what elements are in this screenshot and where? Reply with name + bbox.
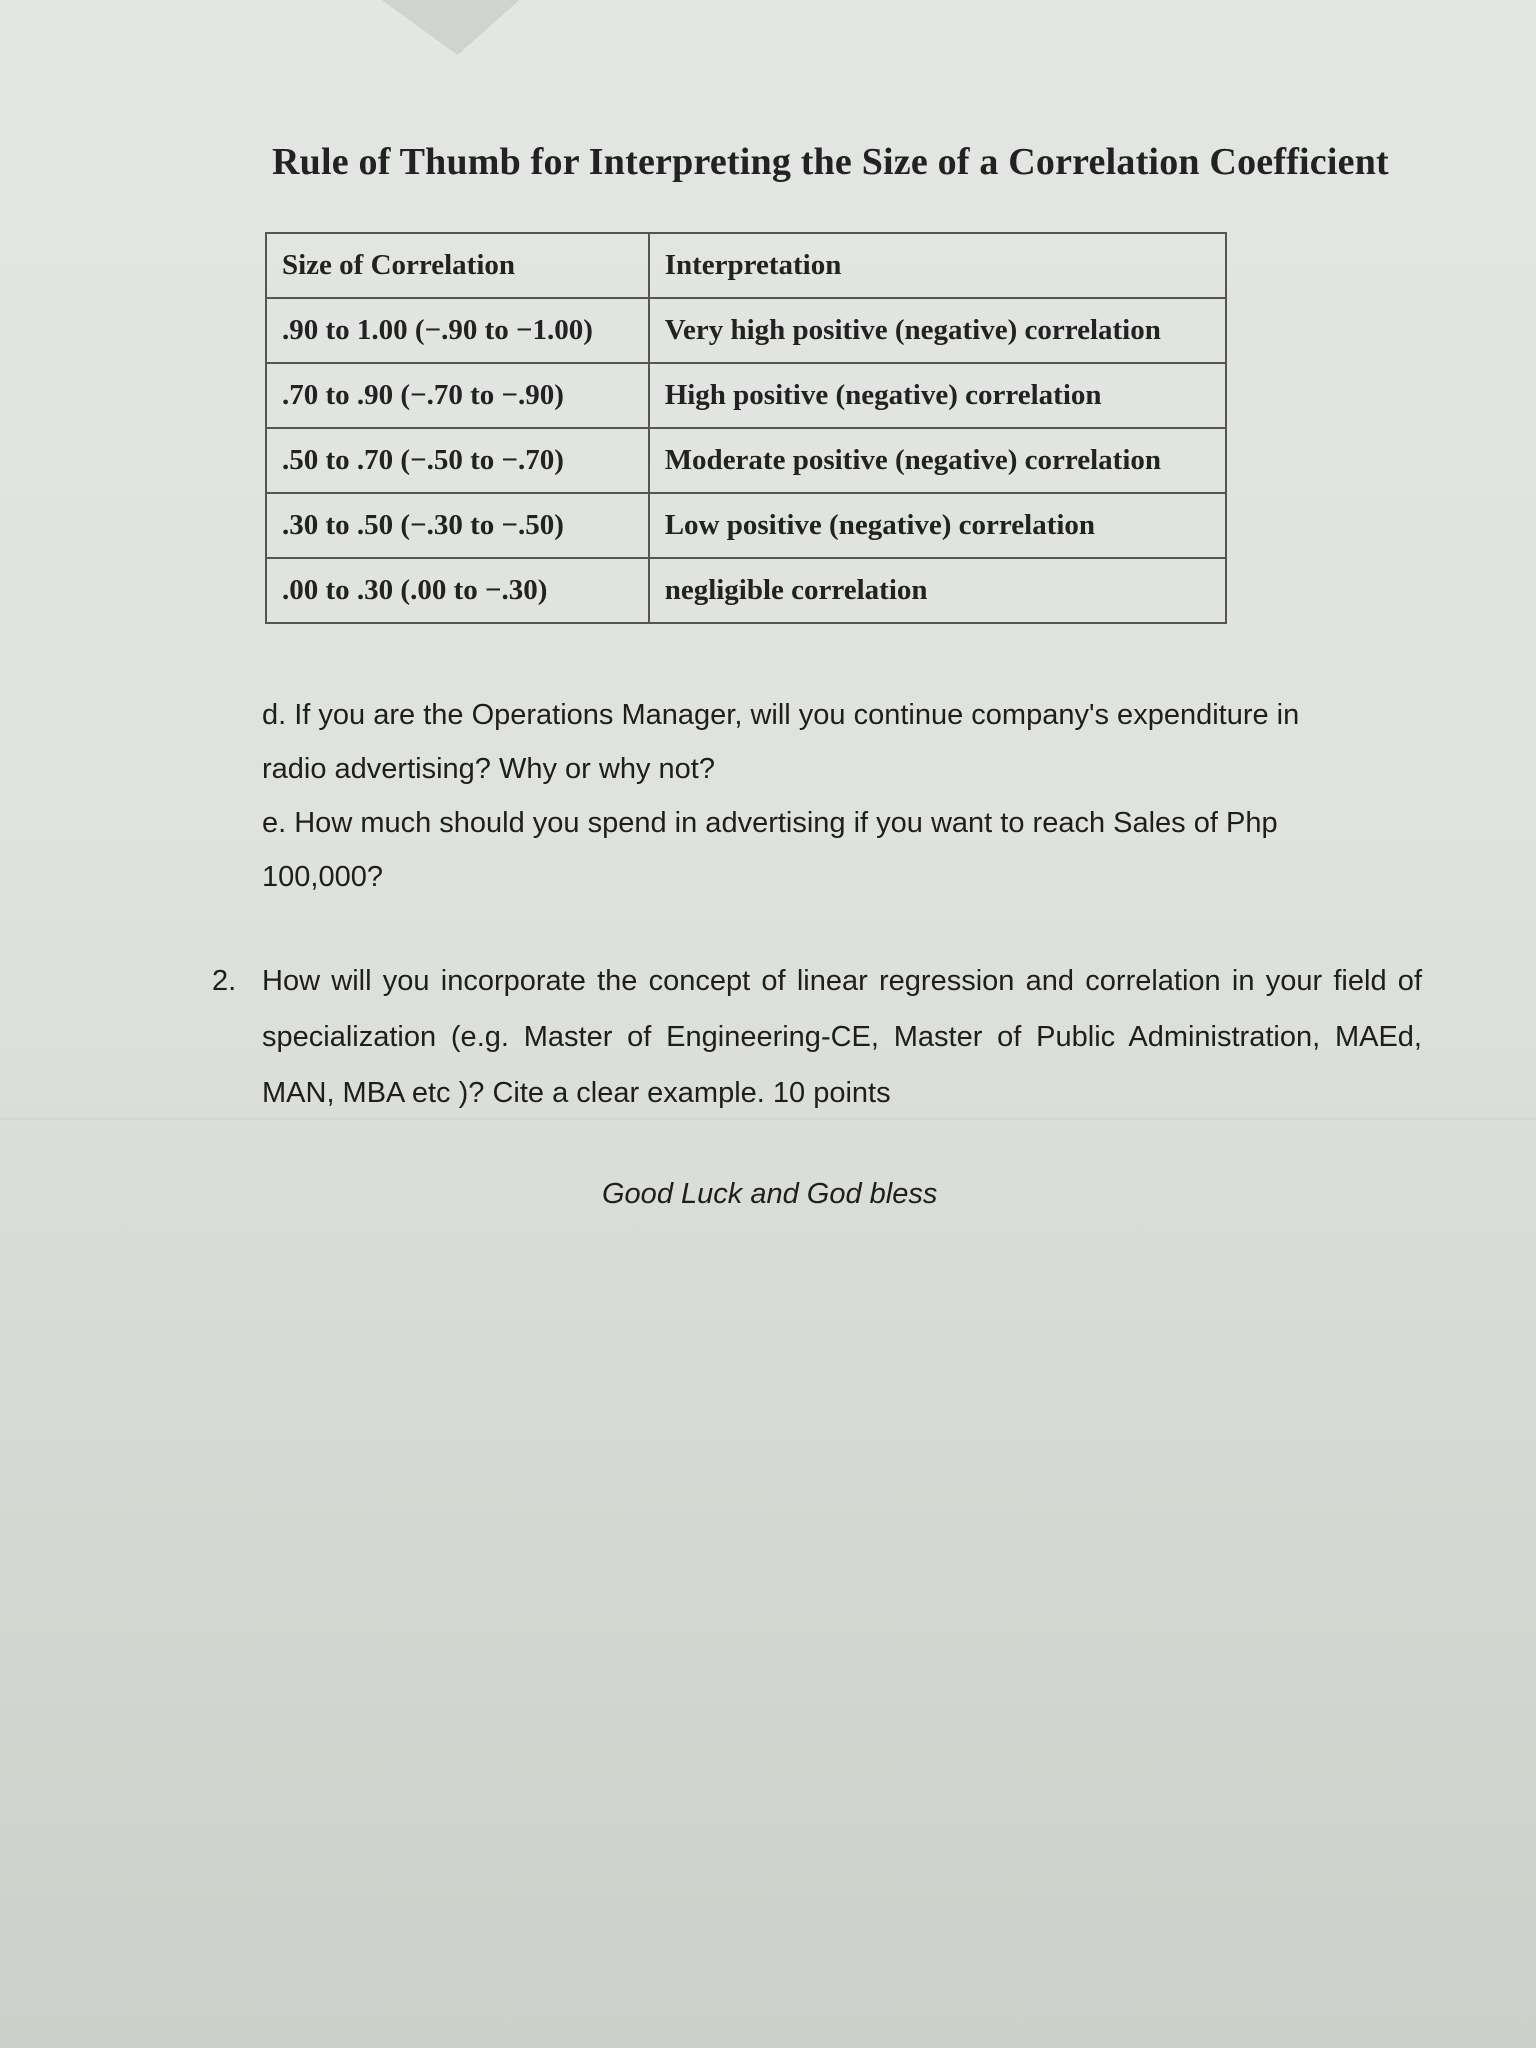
table-row bbox=[266, 558, 1226, 623]
size-cell: .30 to .50 (−.30 to −.50) bbox=[266, 493, 649, 558]
question-2 bbox=[212, 953, 1422, 1121]
questions-d-e bbox=[262, 688, 1412, 904]
header-size-of-correlation: Size of Correlation bbox=[266, 233, 649, 298]
interpretation-cell: negligible correlation bbox=[649, 558, 1226, 623]
closing-remark: Good Luck and God bless bbox=[602, 1178, 938, 1210]
question-d-line-2: radio advertising? Why or why not? bbox=[262, 753, 715, 785]
size-cell: .50 to .70 (−.50 to −.70) bbox=[266, 428, 649, 493]
table-row bbox=[266, 428, 1226, 493]
interpretation-cell: Moderate positive (negative) correlation bbox=[649, 428, 1226, 493]
size-cell: .70 to .90 (−.70 to −.90) bbox=[266, 363, 649, 428]
table-row bbox=[266, 298, 1226, 363]
question-e-line-2: 100,000? bbox=[262, 861, 383, 893]
size-cell: .90 to 1.00 (−.90 to −1.00) bbox=[266, 298, 649, 363]
correlation-rule-table bbox=[265, 232, 1227, 624]
table-row bbox=[266, 363, 1226, 428]
table-title: Rule of Thumb for Interpreting the Size of a Correlation Coefficient bbox=[272, 141, 1389, 183]
interpretation-cell: High positive (negative) correlation bbox=[649, 363, 1226, 428]
table-header-row bbox=[266, 233, 1226, 298]
interpretation-cell: Low positive (negative) correlation bbox=[649, 493, 1226, 558]
paper-corner-shadow bbox=[375, 0, 525, 55]
table-row bbox=[266, 493, 1226, 558]
question-e-line-1: e. How much should you spend in advertising if you want to reach Sales of Php bbox=[262, 807, 1278, 839]
question-d-line-1: d. If you are the Operations Manager, will you continue company's expenditure in bbox=[262, 699, 1300, 731]
question-2-text: How will you incorporate the concept of linear regression and correlation in your field of specialization (e.g. Master of Engineering-CE, Master of Public Administration, MAEd, MAN, MBA etc )? Cite a clear example. 10 points bbox=[262, 965, 1422, 1109]
question-2-number: 2. bbox=[212, 965, 237, 997]
size-cell: .00 to .30 (.00 to −.30) bbox=[266, 558, 649, 623]
interpretation-cell: Very high positive (negative) correlation bbox=[649, 298, 1226, 363]
header-interpretation: Interpretation bbox=[649, 233, 1226, 298]
